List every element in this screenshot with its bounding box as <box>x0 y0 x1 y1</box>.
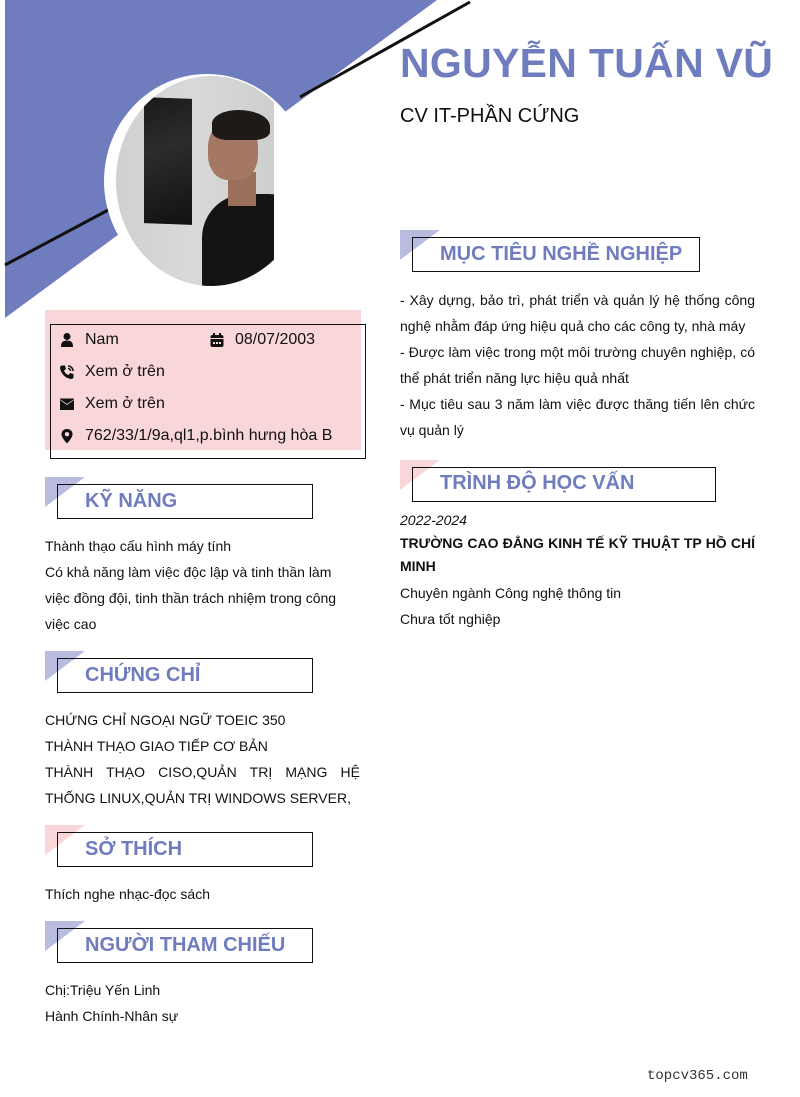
education-status: Chưa tốt nghiệp <box>400 611 501 627</box>
heading-label: MỤC TIÊU NGHỀ NGHIỆP <box>440 243 683 265</box>
location-icon <box>58 427 76 445</box>
heading-label: SỞ THÍCH <box>85 838 183 860</box>
hobby-line: Thích nghe nhạc-đọc sách <box>45 886 210 902</box>
skill-line: Có khả năng làm việc độc lập và tinh thần làm việc đồng đội, tinh thần trách nhiệm trong công việc cao <box>45 564 337 632</box>
person-icon <box>58 331 76 349</box>
heading-label: CHỨNG CHỈ <box>85 664 201 686</box>
career-objective-text <box>400 287 755 443</box>
education-major: Chuyên ngành Công nghệ thông tin <box>400 585 622 601</box>
contact-phone: Xem ở trên <box>58 363 165 381</box>
contact-address: 762/33/1/9a,ql1,p.bình hưng hòa B <box>58 427 332 445</box>
hobbies-text <box>45 881 360 907</box>
certificates-text <box>45 707 360 811</box>
references-text <box>45 977 360 1029</box>
contact-gender: Nam <box>58 331 119 349</box>
skill-line: Thành thạo cấu hình máy tính <box>45 538 232 554</box>
mail-icon <box>58 395 76 413</box>
heading-label: NGƯỜI THAM CHIẾU <box>85 934 286 956</box>
phone-icon <box>58 363 76 381</box>
reference-line: Chị:Triệu Yến Linh <box>45 982 161 998</box>
education-period: 2022-2024 <box>400 512 467 528</box>
education-details <box>400 580 755 632</box>
photo-person-hair <box>212 110 270 140</box>
certificate-line: CHỨNG CHỈ NGOẠI NGỮ TOEIC 350 <box>45 712 286 728</box>
candidate-name: NGUYỄN TUẤN VŨ <box>400 40 774 86</box>
heading-label: TRÌNH ĐỘ HỌC VẤN <box>440 472 635 494</box>
reference-line: Hành Chính-Nhân sự <box>45 1008 179 1024</box>
education-school: TRƯỜNG CAO ĐẲNG KINH TẾ KỸ THUẬT TP HỒ CHÍ MINH <box>400 535 755 574</box>
photo-artwork <box>144 97 192 225</box>
contact-birthday: 08/07/2003 <box>208 331 315 349</box>
certificate-line: THÀNH THẠO CISO,QUẢN TRỊ MẠNG HỆ THỐNG LINUX,QUẢN TRỊ WINDOWS SERVER, <box>45 764 360 806</box>
heading-label: KỸ NĂNG <box>85 490 178 512</box>
calendar-icon <box>208 331 226 349</box>
objective-line: - Xây dựng, bảo trì, phát triển và quản lý hệ thống công nghệ nhằm đáp ứng hiệu quả cho các công ty, nhà máy <box>400 292 755 334</box>
certificate-line: THÀNH THẠO GIAO TIẾP CƠ BẢN <box>45 738 268 754</box>
watermark: topcv365.com <box>647 1068 748 1084</box>
cv-title: CV IT-PHẦN CỨNG <box>400 105 580 127</box>
skills-text <box>45 533 360 637</box>
objective-line: - Mục tiêu sau 3 năm làm việc được thăng tiến lên chức vụ quản lý <box>400 396 755 438</box>
contact-email: Xem ở trên <box>58 395 165 413</box>
objective-line: - Được làm việc trong một môi trường chuyên nghiệp, có thể phát triển năng lực hiệu quả nhất <box>400 344 755 386</box>
